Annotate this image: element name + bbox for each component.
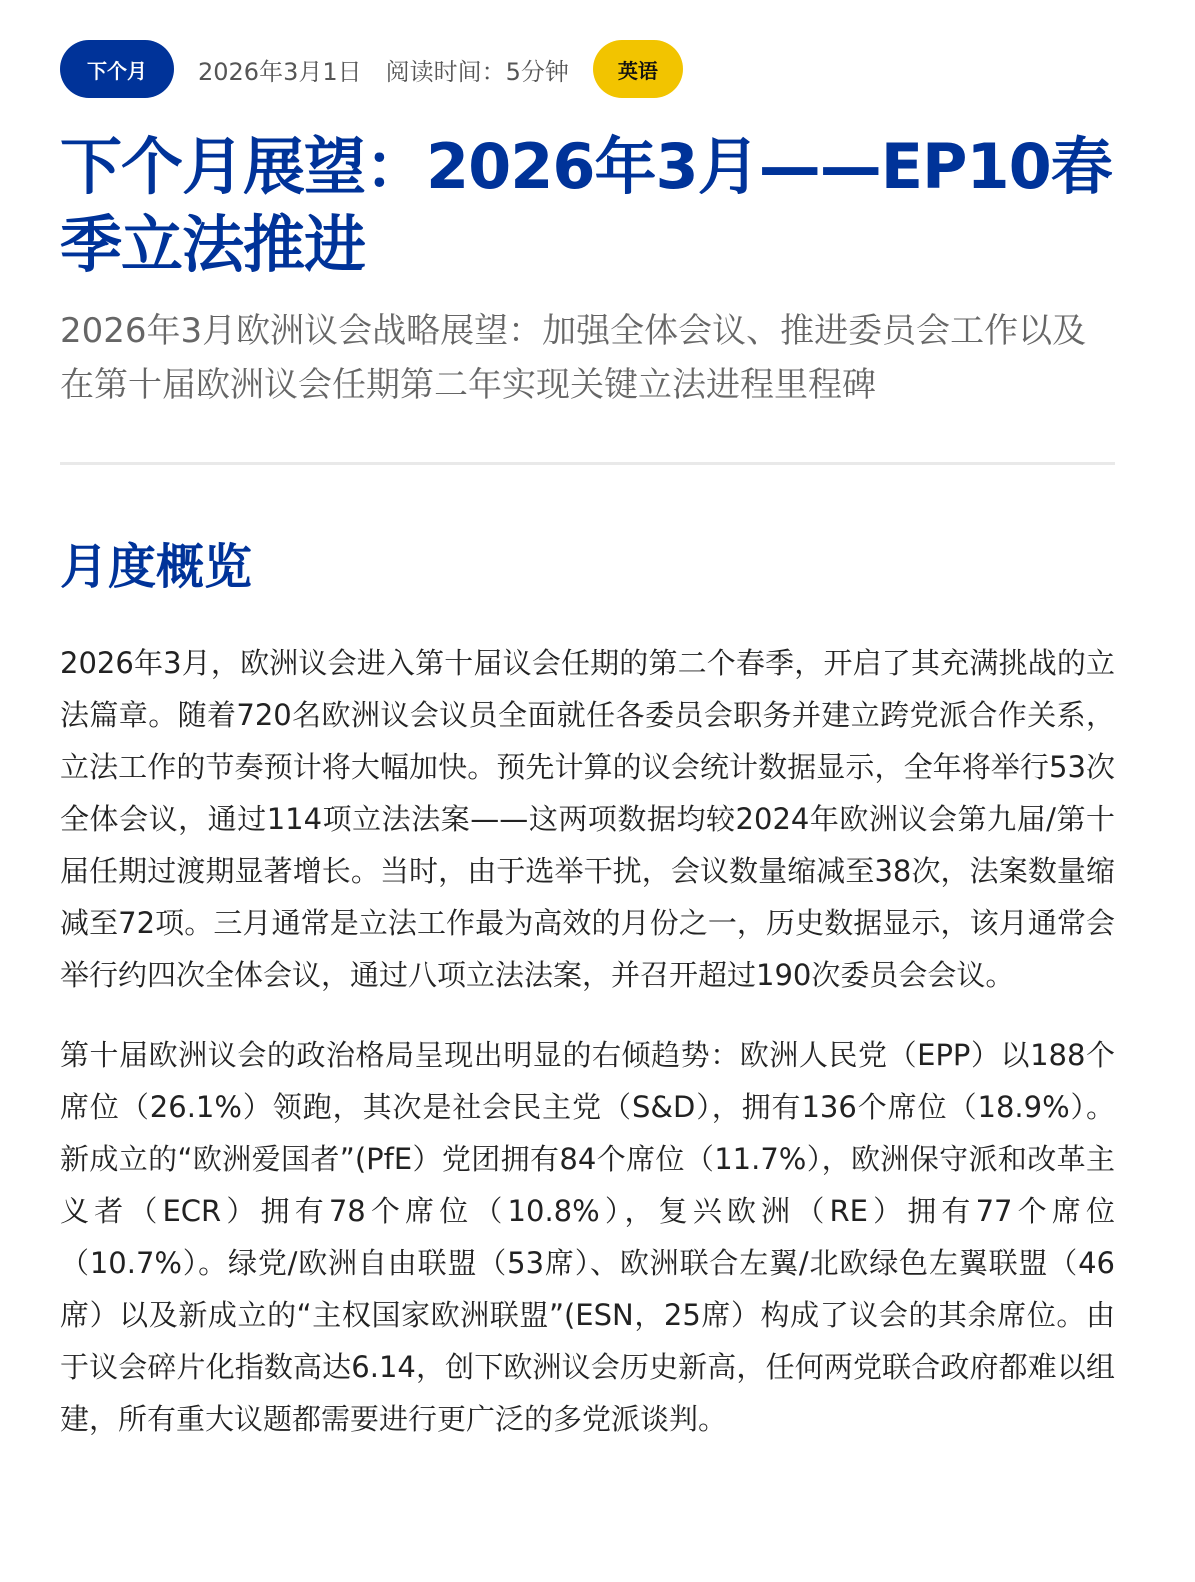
divider xyxy=(60,462,1115,465)
language-badge[interactable]: 英语 xyxy=(593,40,683,98)
category-badge[interactable]: 下个月 xyxy=(60,40,174,98)
paragraph: 第十届欧洲议会的政治格局呈现出明显的右倾趋势：欧洲人民党（EPP）以188个席位（26.1%）领跑，其次是社会民主党（S&D），拥有136个席位（18.9%）。新成立的“欧洲爱国者”(PfE）党团拥有84个席位（11.7%），欧洲保守派和改革主义者（ECR）拥有78个席位（10.8%），复兴欧洲（RE）拥有77个席位（10.7%）。绿党/欧洲自由联盟（53席）、欧洲联合左翼/北欧绿色左翼联盟（46席）以及新成立的“主权国家欧洲联盟”(ESN，25席）构成了议会的其余席位。由于议会碎片化指数高达6.14，创下欧洲议会历史新高，任何两党联合政府都难以组建，所有重大议题都需要进行更广泛的多党派谈判。 xyxy=(60,1038,1115,1436)
paragraph: 2026年3月，欧洲议会进入第十届议会任期的第二个春季，开启了其充满挑战的立法篇章。随着720名欧洲议会议员全面就任各委员会职务并建立跨党派合作关系，立法工作的节奏预计将大幅加快。预先计算的议会统计数据显示，全年将举行53次全体会议，通过114项立法法案——这两项数据均较2024年欧洲议会第九届/第十届任期过渡期显著增长。当时，由于选举干扰，会议数量缩减至38次，法案数量缩减至72项。三月通常是立法工作最为高效的月份之一，历史数据显示，该月通常会举行约四次全体会议，通过八项立法法案，并召开超过190次委员会会议。 xyxy=(60,646,1115,992)
article-title: 下个月展望：2026年3月——EP10春季立法推进 xyxy=(60,130,1112,281)
reading-time: 阅读时间：5分钟 xyxy=(385,57,569,86)
article-meta xyxy=(60,40,1115,98)
section-heading: 月度概览 xyxy=(60,539,253,595)
publish-date: 2026年3月1日 xyxy=(198,57,362,86)
article-subtitle: 2026年3月欧洲议会战略展望：加强全体会议、推进委员会工作以及在第十届欧洲议会任期第二年实现关键立法进程里程碑 xyxy=(60,311,1087,405)
